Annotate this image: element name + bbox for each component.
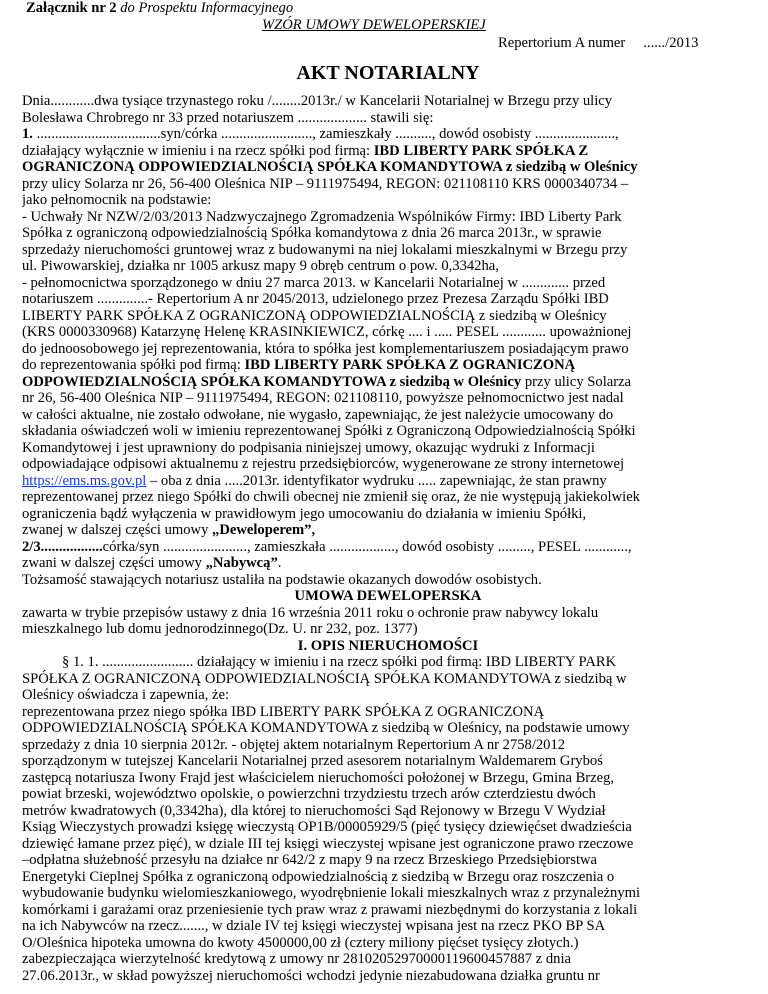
- party1-line: Spółka z ograniczoną odpowiedzialnością Spółka komandytowa z dnia 26 marca 2013r., w sprawie: [22, 225, 602, 241]
- party1-line: - Uchwały Nr NZW/2/03/2013 Nadzwyczajnego Zgromadzenia Wspólników Firmy: IBD Liberty Park: [22, 208, 622, 225]
- party1-line: Komandytowej i jest uprawniony do podpisania niniejszej umowy, okazując wydruki z Informacji: [22, 439, 595, 456]
- section1-line: § 1. 1. ......................... działający w imieniu i na rzecz spółki pod firmą: IBD LIBERTY PARK: [62, 654, 617, 670]
- section1-line: zabezpieczająca wierzytelność kredytową z umowy nr 28102052970000119600457887 z dnia: [22, 951, 571, 967]
- section1-line: zastępcą notariusza Iwony Frajd jest właścicielem nieruchomości położonej w Brzegu, Gmina Brzeg,: [22, 769, 615, 786]
- section1-line: Ksiąg Wieczystych prowadzi księgę wieczystą OP1B/00005929/5 (pięć tysięcy dziewięćset dwadzieścia: [22, 819, 632, 835]
- party1-line: sprzedaży nieruchomości gruntowej wraz z budowanymi na niej lokalami mieszkalnymi w Brzegu przy: [22, 241, 628, 258]
- party1-line: do reprezentowania spółki pod firmą: IBD LIBERTY PARK SPÓŁKA Z OGRANICZONĄ: [22, 357, 576, 373]
- umowa-heading: UMOWA DEWELOPERSKA: [294, 588, 482, 604]
- section1-line: Oleśnicy oświadcza i zapewnia, że:: [22, 687, 230, 703]
- party1-number: 1.: [22, 126, 33, 142]
- party1-line: OGRANICZONĄ ODPOWIEDZIALNOŚCIĄ SPÓŁKA KOMANDYTOWA z siedzibą w Oleśnicy: [22, 159, 638, 175]
- party1-line: nr 26, 56-400 Oleśnica NIP – 9111975494, REGON: 021108110, powyższe pełnomocnictwo jest nadal: [22, 390, 624, 406]
- section1-line: powiat brzeski, województwo opolskie, o powierzchni trzydziestu trzech arów czterdziestu dwóch: [22, 786, 596, 802]
- party1-line: https://ems.ms.gov.pl – oba z dnia .....2013r. identyfikator wydruku ..... zapewniając, że stan prawny: [22, 472, 607, 489]
- party1-line: ul. Piwowarskiej, działka nr 1005 arkusz mapy 9 obręb centrum o pow. 0,3342ha,: [22, 258, 499, 274]
- repertory-number: ....../2013: [643, 35, 699, 51]
- section1-line: O/Oleśnica hipoteka umowna do kwoty 4500000,00 zł (cztery miliony pięćset tysięcy złotych.): [22, 934, 579, 951]
- section1-line: komórkami i garażami oraz przeniesienie tych praw wraz z prawami niezbędnymi do korzystania z lokali: [22, 901, 638, 918]
- attachment-subtitle: do Prospektu Informacyjnego: [116, 0, 294, 16]
- section1-line: reprezentowana przez niego spółka IBD LIBERTY PARK SPÓŁKA Z OGRANICZONĄ: [22, 703, 545, 720]
- party1-line: działający wyłącznie w imieniu i na rzecz spółki pod firmą: IBD LIBERTY PARK SPÓŁKA Z: [22, 142, 589, 159]
- developer-term: „Deweloperem”: [212, 522, 312, 538]
- party1-line: zwanej w dalszej części umowy „Deweloperem”,: [22, 522, 316, 538]
- document-page: [22, 0, 754, 994]
- party1-line: odpowiadające odpisowi aktualnemu z rejestru przedsiębiorców, wygenerowane ze strony internetowej: [22, 456, 625, 472]
- party1-line: (KRS 0000330968) Katarzynę Helenę KRASINKIEWICZ, córkę .... i ..... PESEL ............ upoważnionej: [22, 324, 632, 340]
- section1-line: –odpłatna służebność przesyłu na działce nr 642/2 z mapy 9 na rzecz Brzeskiego Przedsiębiorstwa: [22, 852, 598, 868]
- party2-line: 2/3.................córka/syn ......................., zamieszkała .................., dowód osobisty ........., PESEL ............,: [22, 538, 632, 555]
- intro-line: Dnia............dwa tysiące trzynastego roku /........2013r./ w Kancelarii Notarialnej w Brzegu przy ulicy: [22, 93, 613, 109]
- document-title: AKT NOTARIALNY: [296, 62, 480, 84]
- section1-line: Energetyki Cieplnej Spółka z ograniczoną odpowiedzialnością z siedzibą w Brzegu oraz roszczenia o: [22, 868, 615, 885]
- repertory-label: Repertorium A numer: [498, 35, 626, 51]
- section1-line: na ich Nabywców na rzecz......., w dziale IV tej księgi wieczystej wpisana jest na rzecz PKO BP SA: [22, 918, 606, 934]
- umowa-line: zawarta w trybie przepisów ustawy z dnia 16 września 2011 roku o ochronie praw nabywcy lokalu: [22, 604, 599, 621]
- party1-line: składania oświadczeń woli w imieniu reprezentowanej Spółki z Ograniczoną Odpowiedzialnością Spółki: [22, 423, 636, 439]
- section1-line: wybudowanie budynku wielomieszkaniowego, wyodrębnienie lokali mieszkalnych wraz z przynależnymi: [22, 885, 641, 901]
- buyer-term: „Nabywcą”: [205, 555, 278, 571]
- section1-line: ODPOWIEDZIALNOŚCIĄ SPÓŁKA KOMANDYTOWA z siedzibą w Oleśnicy, na podstawie umowy: [22, 720, 630, 736]
- ems-link[interactable]: https://ems.ms.gov.pl: [22, 472, 147, 489]
- party1-line: notariuszem ..............- Repertorium A nr 2045/2013, udzielonego przez Prezesa Zarządu Spółki IBD: [22, 291, 609, 307]
- document-body: [22, 93, 754, 984]
- section1-line: sprzedaży z dnia 10 sierpnia 2012r. - objętej aktem notarialnym Repertorium A nr 2758/2012: [22, 736, 566, 753]
- section1-line: SPÓŁKA Z OGRANICZONĄ ODPOWIEDZIALNOŚCIĄ SPÓŁKA KOMANDYTOWA z siedzibą w: [22, 670, 627, 687]
- attachment-header: [26, 0, 293, 17]
- party1-line: ODPOWIEDZIALNOŚCIĄ SPÓŁKA KOMANDYTOWA z siedzibą w Oleśnicy przy ulicy Solarza: [22, 373, 632, 390]
- party1-line: do jednoosobowego jej reprezentowania, która to spółka jest komplementariuszem posiadającym prawo: [22, 340, 629, 357]
- attachment-label: Załącznik nr 2: [26, 0, 117, 16]
- template-title: WZÓR UMOWY DEWELOPERSKIEJ: [262, 17, 486, 33]
- repertory-line: [498, 35, 698, 52]
- party2-line: Tożsamość stawających notariusz ustaliła na podstawie okazanych dowodów osobistych.: [22, 571, 542, 588]
- section1-line: 27.06.2013r., w skład powyższej nieruchomości wchodzi jedynie niezabudowana działka gruntu nr: [22, 967, 600, 984]
- party2-line: zwani w dalszej części umowy „Nabywcą”.: [22, 555, 282, 571]
- intro-line: Bolesława Chrobrego nr 33 przed notariuszem ................... stawili się:: [22, 109, 434, 126]
- section1-line: metrów kwadratowych (0,3342ha), dla której to nieruchomości Sąd Rejonowy w Brzegu V Wydział: [22, 802, 606, 819]
- party1-line: LIBERTY PARK SPÓŁKA Z OGRANICZONĄ ODPOWIEDZIALNOŚCIĄ z siedzibą w Oleśnicy: [22, 307, 607, 324]
- party1-line: 1. ..................................syn/córka ........................., zamieszkały .........., dowód osobisty ......................,: [22, 126, 619, 142]
- umowa-line: mieszkalnego lub domu jednorodzinnego(Dz. U. nr 232, poz. 1377): [22, 621, 418, 637]
- party2-number: 2/3.................: [22, 538, 103, 555]
- section1-line: dziewięć łamane przez pięć), w dziale III tej księgi wieczystej wpisane jest ograniczone prawo rzeczowe: [22, 835, 634, 852]
- party1-line: w całości aktualne, nie zostało odwołane, nie wygasło, zapewniając, że jest należycie umocowany do: [22, 406, 614, 423]
- party1-line: przy ulicy Solarza nr 26, 56-400 Oleśnica NIP – 9111975494, REGON: 021108110 KRS 0000340734 –: [22, 175, 629, 192]
- party1-line: reprezentowanej przez niego Spółki do chwili obecnej nie zmienił się oraz, że nie występują jakiekolwiek: [22, 489, 640, 505]
- section1-line: sporządzonym w tutejszej Kancelarii Notarialnej przed asesorem notarialnym Waldemarem Gryboś: [22, 753, 603, 769]
- party1-line: - pełnomocnictwa sporządzonego w dniu 27 marca 2013. w Kancelarii Notarialnej w ............. przed: [22, 274, 606, 291]
- party1-line: jako pełnomocnik na podstawie:: [22, 192, 212, 208]
- section1-heading: I. OPIS NIERUCHOMOŚCI: [297, 637, 479, 654]
- party1-line: ograniczenia bądź wyłączenia w prawidłowym jego umocowaniu do działania w imieniu Spółki,: [22, 505, 587, 522]
